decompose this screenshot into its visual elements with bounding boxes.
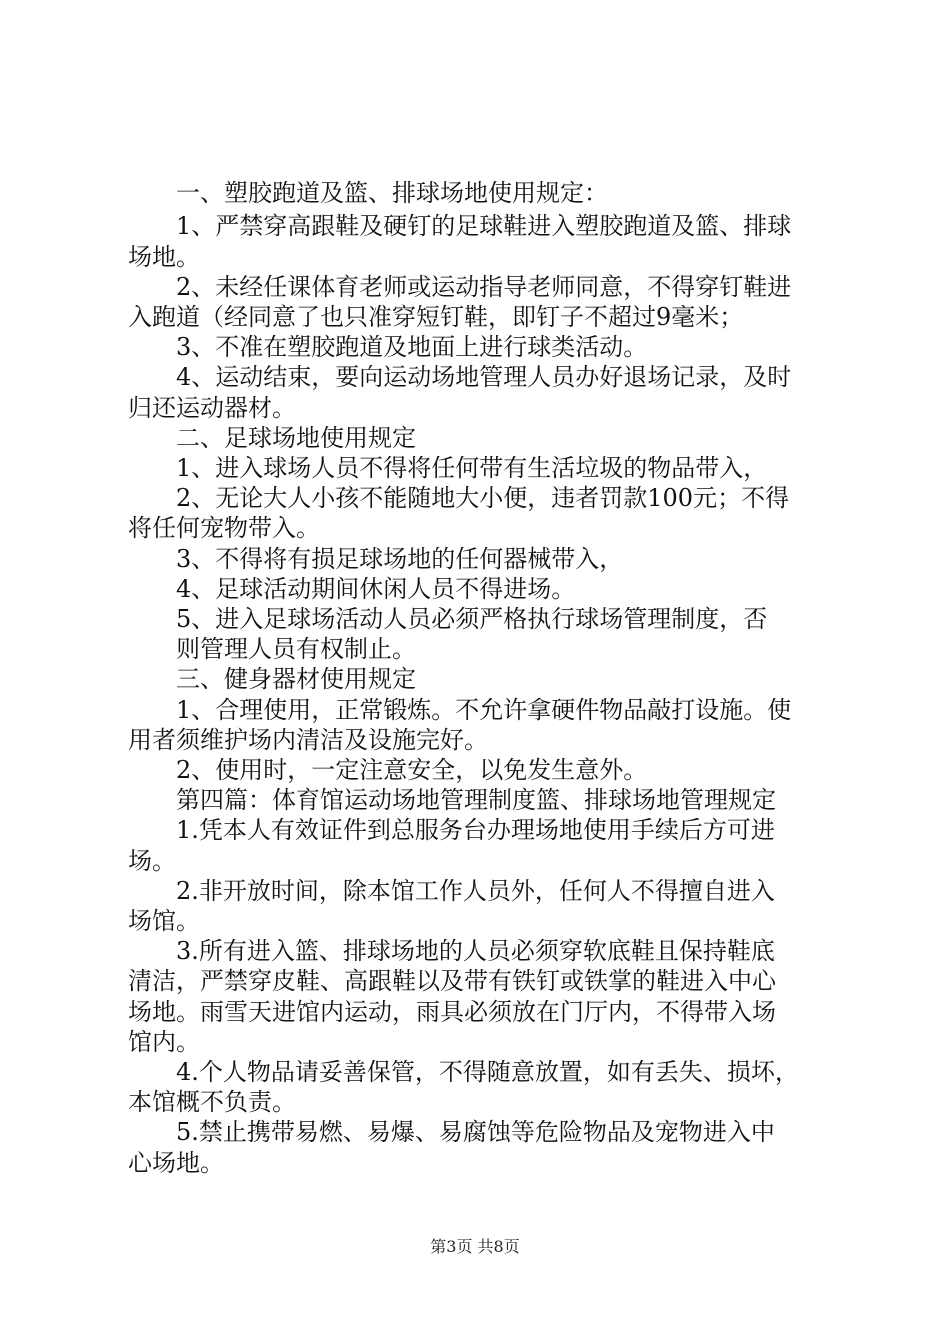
paragraph-line: 3.所有进入篮、排球场地的人员必须穿软底鞋且保持鞋底 [176, 937, 775, 965]
paragraph-line: 3、不得将有损足球场地的任何器械带入， [176, 545, 624, 573]
section-heading-2: 二、足球场地使用规定 [176, 424, 416, 452]
paragraph-line: 场。 [128, 847, 176, 875]
section-heading-3: 三、健身器材使用规定 [176, 665, 416, 693]
paragraph-line: 4.个人物品请妥善保管，不得随意放置，如有丢失、损坏， [176, 1058, 799, 1086]
paragraph-line: 3、不准在塑胶跑道及地面上进行球类活动。 [176, 333, 648, 361]
paragraph-line: 2、未经任课体育老师或运动指导老师同意，不得穿钉鞋进 [176, 273, 792, 301]
section-heading-1: 一、塑胶跑道及篮、排球场地使用规定： [176, 179, 608, 207]
paragraph-line: 入跑道（经同意了也只准穿短钉鞋，即钉子不超过9毫米； [128, 303, 744, 331]
paragraph-line: 清洁，严禁穿皮鞋、高跟鞋以及带有铁钉或铁掌的鞋进入中心 [128, 967, 776, 995]
paragraph-line: 4、足球活动期间休闲人员不得进场。 [176, 575, 576, 603]
paragraph-line: 心场地。 [128, 1149, 224, 1177]
paragraph-line: 用者须维护场内清洁及设施完好。 [128, 726, 488, 754]
paragraph-line: 场馆。 [128, 907, 200, 935]
chapter-heading: 第四篇：体育馆运动场地管理制度篮、排球场地管理规定 [176, 786, 776, 814]
paragraph-line: 1、进入球场人员不得将任何带有生活垃圾的物品带入， [176, 454, 768, 482]
paragraph-line: 1、严禁穿高跟鞋及硬钉的足球鞋进入塑胶跑道及篮、排球 [176, 212, 792, 240]
paragraph-line: 4、运动结束，要向运动场地管理人员办好退场记录，及时 [176, 363, 792, 391]
paragraph-line: 1、合理使用，正常锻炼。不允许拿硬件物品敲打设施。使 [176, 696, 792, 724]
paragraph-line: 2、无论大人小孩不能随地大小便，违者罚款100元；不得 [176, 484, 790, 512]
paragraph-line: 场地。 [128, 243, 200, 271]
paragraph-line: 本馆概不负责。 [128, 1088, 296, 1116]
paragraph-line: 5、进入足球场活动人员必须严格执行球场管理制度，否 [176, 605, 768, 633]
paragraph-line: 2、使用时，一定注意安全，以免发生意外。 [176, 756, 648, 784]
paragraph-line: 将任何宠物带入。 [128, 514, 320, 542]
paragraph-line: 则管理人员有权制止。 [176, 635, 416, 663]
paragraph-line: 场地。雨雪天进馆内运动，雨具必须放在门厅内，不得带入场 [128, 998, 776, 1026]
paragraph-line: 归还运动器材。 [128, 394, 296, 422]
page-footer: 第3页 共8页 [430, 1237, 520, 1256]
paragraph-line: 1.凭本人有效证件到总服务台办理场地使用手续后方可进 [176, 816, 775, 844]
paragraph-line: 馆内。 [128, 1028, 200, 1056]
paragraph-line: 5.禁止携带易燃、易爆、易腐蚀等危险物品及宠物进入中 [176, 1118, 775, 1146]
paragraph-line: 2.非开放时间，除本馆工作人员外，任何人不得擅自进入 [176, 877, 775, 905]
